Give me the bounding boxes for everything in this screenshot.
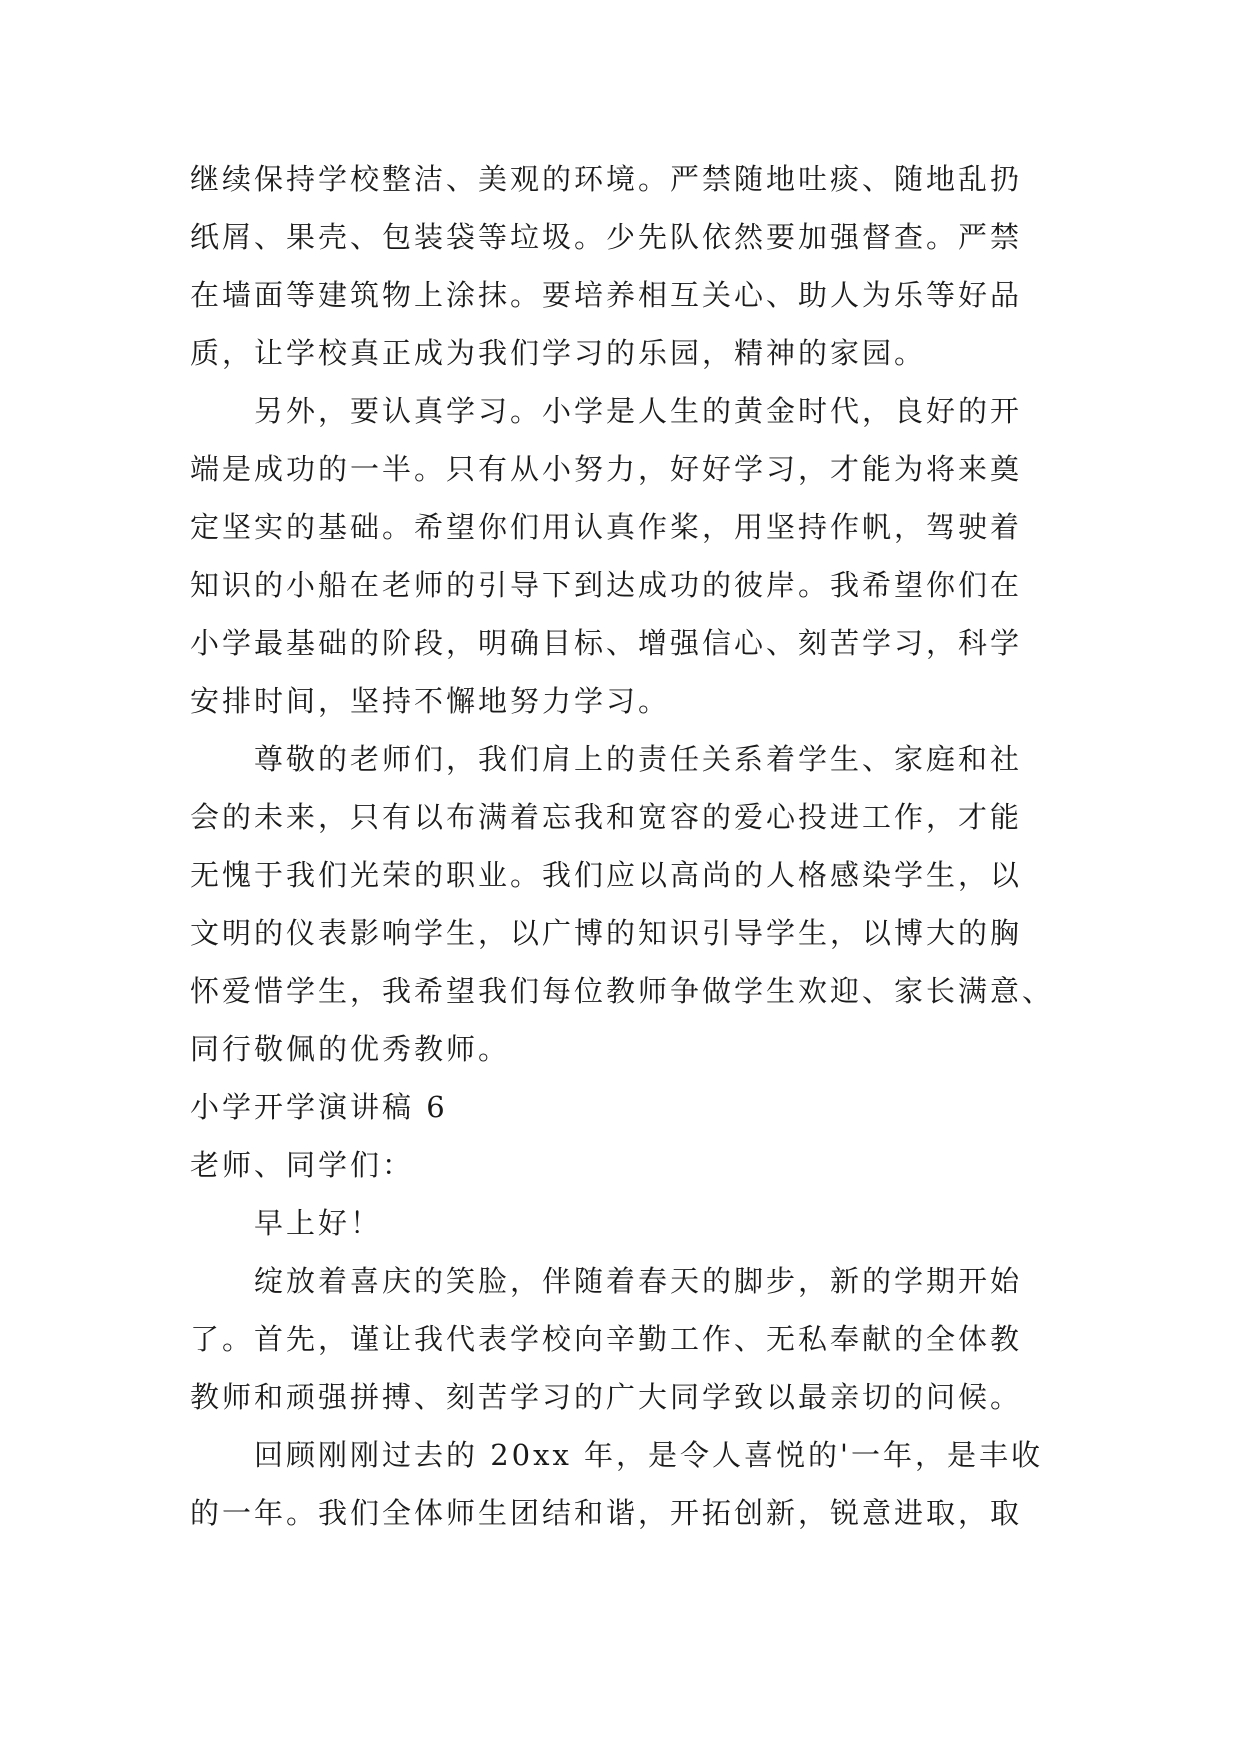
text-line: 文明的仪表影响学生，以广博的知识引导学生，以博大的胸 — [190, 916, 1023, 950]
text-line: 安排时间，坚持不懈地努力学习。 — [190, 684, 671, 718]
text-line: 定坚实的基础。希望你们用认真作桨，用坚持作帆，驾驶着 — [190, 510, 1023, 544]
text-line: 了。首先，谨让我代表学校向辛勤工作、无私奉献的全体教 — [190, 1322, 1023, 1356]
salutation: 老师、同学们： — [190, 1148, 415, 1182]
text-line: 继续保持学校整洁、美观的环境。严禁随地吐痰、随地乱扔 — [190, 162, 1023, 196]
text-line: 教师和顽强拼搏、刻苦学习的广大同学致以最亲切的问候。 — [190, 1380, 1023, 1414]
text-line: 会的未来，只有以布满着忘我和宽容的爱心投进工作，才能 — [190, 800, 1023, 834]
text-line: 端是成功的一半。只有从小努力，好好学习，才能为将来奠 — [190, 452, 1023, 486]
paragraph-first-line: 另外，要认真学习。小学是人生的黄金时代，良好的开 — [254, 394, 1023, 428]
text-line: 的一年。我们全体师生团结和谐，开拓创新，锐意进取，取 — [190, 1496, 1023, 1530]
text-line: 怀爱惜学生，我希望我们每位教师争做学生欢迎、家长满意、 — [190, 974, 1055, 1008]
text-line: 知识的小船在老师的引导下到达成功的彼岸。我希望你们在 — [190, 568, 1023, 602]
text-line: 纸屑、果壳、包装袋等垃圾。少先队依然要加强督查。严禁 — [190, 220, 1023, 254]
greeting: 早上好！ — [254, 1206, 383, 1240]
text-line: 同行敬佩的优秀教师。 — [190, 1032, 511, 1066]
text-line: 质，让学校真正成为我们学习的乐园，精神的家园。 — [190, 336, 927, 370]
text-line: 无愧于我们光荣的职业。我们应以高尚的人格感染学生，以 — [190, 858, 1023, 892]
text-line: 小学最基础的阶段，明确目标、增强信心、刻苦学习，科学 — [190, 626, 1023, 660]
section-heading: 小学开学演讲稿 6 — [190, 1090, 448, 1124]
paragraph-first-line: 回顾刚刚过去的 20xx 年，是令人喜悦的'一年，是丰收 — [254, 1438, 1044, 1472]
paragraph-first-line: 尊敬的老师们，我们肩上的责任关系着学生、家庭和社 — [254, 742, 1023, 776]
text-line: 在墙面等建筑物上涂抹。要培养相互关心、助人为乐等好品 — [190, 278, 1023, 312]
paragraph-first-line: 绽放着喜庆的笑脸，伴随着春天的脚步，新的学期开始 — [254, 1264, 1023, 1298]
